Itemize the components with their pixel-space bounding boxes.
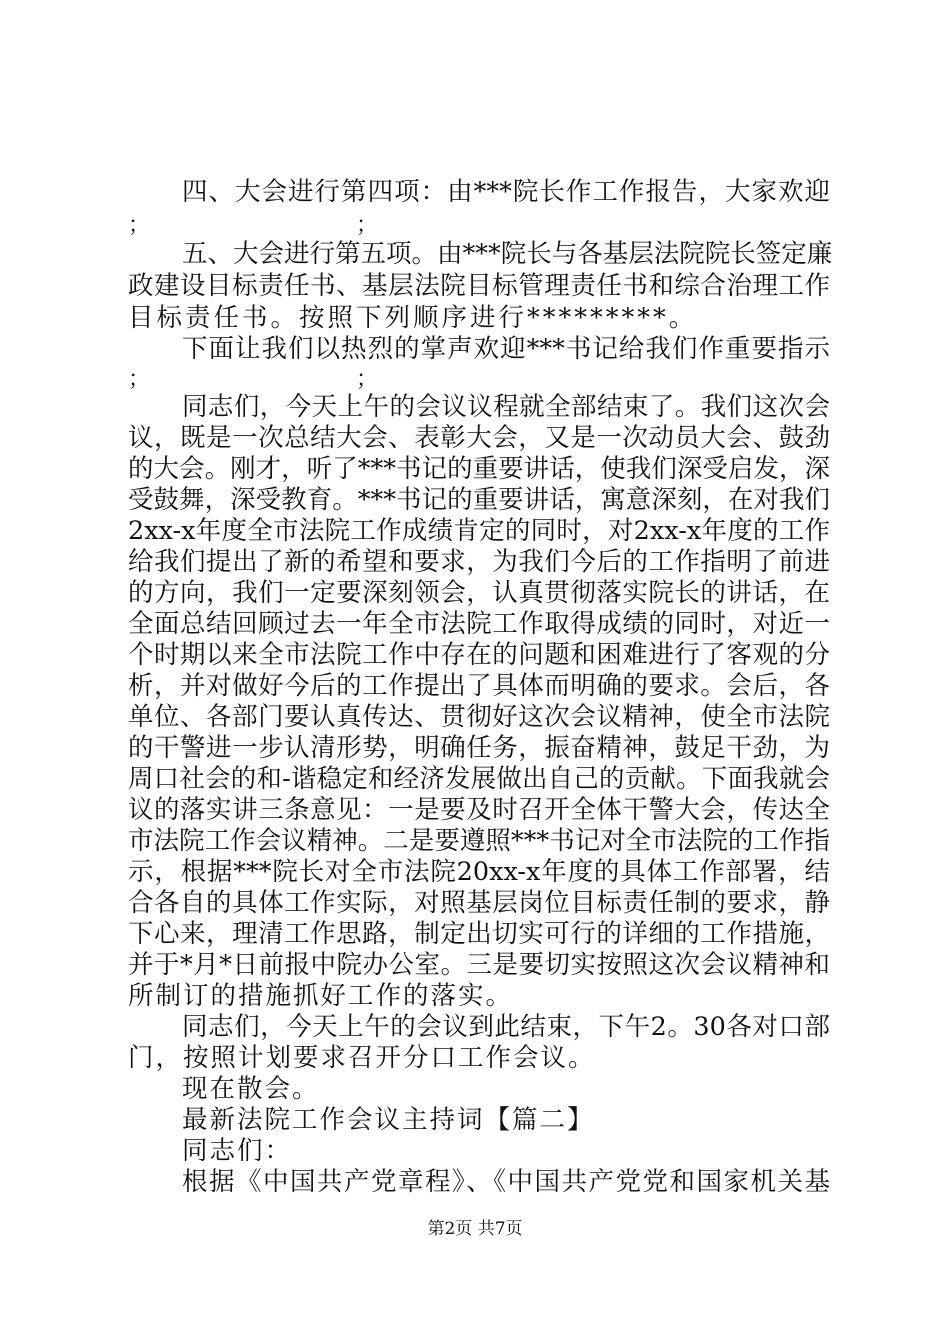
text-line: 周口社会的和-谐稳定和经济发展做出自己的贡献。下面我就会 xyxy=(128,764,830,794)
text-line: 受鼓舞，深受教育。***书记的重要讲话，寓意深刻，在对我们 xyxy=(128,485,830,515)
text-line: 全面总结回顾过去一年全市法院工作取得成绩的同时，对近一 xyxy=(128,609,830,639)
semicolon-mark: ； xyxy=(356,213,379,238)
text-line: 目标责任书。按照下列顺序进行*********。 xyxy=(128,303,698,333)
text-line: 四、大会进行第四项：由***院长作工作报告，大家欢迎 xyxy=(182,177,830,207)
text-line: 现在散会。 xyxy=(182,1074,320,1104)
text-line: 示，根据***院长对全市法院20xx-x年度的具体工作部署，结 xyxy=(128,857,830,887)
text-line: 给我们提出了新的希望和要求，为我们今后的工作指明了前进 xyxy=(128,547,830,577)
text-line: 市法院工作会议精神。二是要遵照***书记对全市法院的工作指 xyxy=(128,826,830,856)
text-line: 2xx-x年度全市法院工作成绩肯定的同时，对2xx-x年度的工作 xyxy=(128,516,830,546)
text-line: 个时期以来全市法院工作中存在的问题和困难进行了客观的分 xyxy=(128,640,830,670)
text-line: 门，按照计划要求召开分口工作会议。 xyxy=(128,1043,596,1073)
text-line: 同志们，今天上午的会议议程就全部结束了。我们这次会 xyxy=(182,392,830,422)
text-line: 政建设目标责任书、基层法院目标管理责任书和综合治理工作 xyxy=(128,271,830,301)
semicolon-mark: ； xyxy=(128,213,151,238)
text-line: 的方向，我们一定要深刻领会，认真贯彻落实院长的讲话，在 xyxy=(128,578,830,608)
text-line: 下心来，理清工作思路，制定出切实可行的详细的工作措施， xyxy=(128,919,830,949)
text-line: 合各自的具体工作实际，对照基层岗位目标责任制的要求，静 xyxy=(128,888,830,918)
text-line: 五、大会进行第五项。由***院长与各基层法院院长签定廉 xyxy=(182,239,833,269)
text-line: 同志们，今天上午的会议到此结束，下午2。30各对口部 xyxy=(182,1012,830,1042)
text-line: 下面让我们以热烈的掌声欢迎***书记给我们作重要指示 xyxy=(182,334,830,364)
text-line: 议，既是一次总结大会、表彰大会，又是一次动员大会、鼓劲 xyxy=(128,423,830,453)
semicolon-mark: ； xyxy=(356,367,379,392)
text-line: 根据《中国共产党章程》、《中国共产党党和国家机关基 xyxy=(182,1167,830,1197)
text-line: 单位、各部门要认真传达、贯彻好这次会议精神，使全市法院 xyxy=(128,702,830,732)
text-line: 的大会。刚才，听了***书记的重要讲话，使我们深受启发，深 xyxy=(128,454,830,484)
text-line: 议的落实讲三条意见：一是要及时召开全体干警大会，传达全 xyxy=(128,795,830,825)
text-line: 最新法院工作会议主持词【篇二】 xyxy=(182,1105,595,1135)
text-line: 所制订的措施抓好工作的落实。 xyxy=(128,981,514,1011)
text-line: 同志们： xyxy=(182,1136,293,1166)
semicolon-mark: ； xyxy=(128,367,151,392)
page-footer: 第2页 共7页 xyxy=(427,1219,523,1239)
text-line: 析，并对做好今后的工作提出了具体而明确的要求。会后，各 xyxy=(128,671,830,701)
text-line: 的干警进一步认清形势，明确任务，振奋精神，鼓足干劲，为 xyxy=(128,733,830,763)
text-line: 并于*月*日前报中院办公室。三是要切实按照这次会议精神和 xyxy=(128,950,830,980)
